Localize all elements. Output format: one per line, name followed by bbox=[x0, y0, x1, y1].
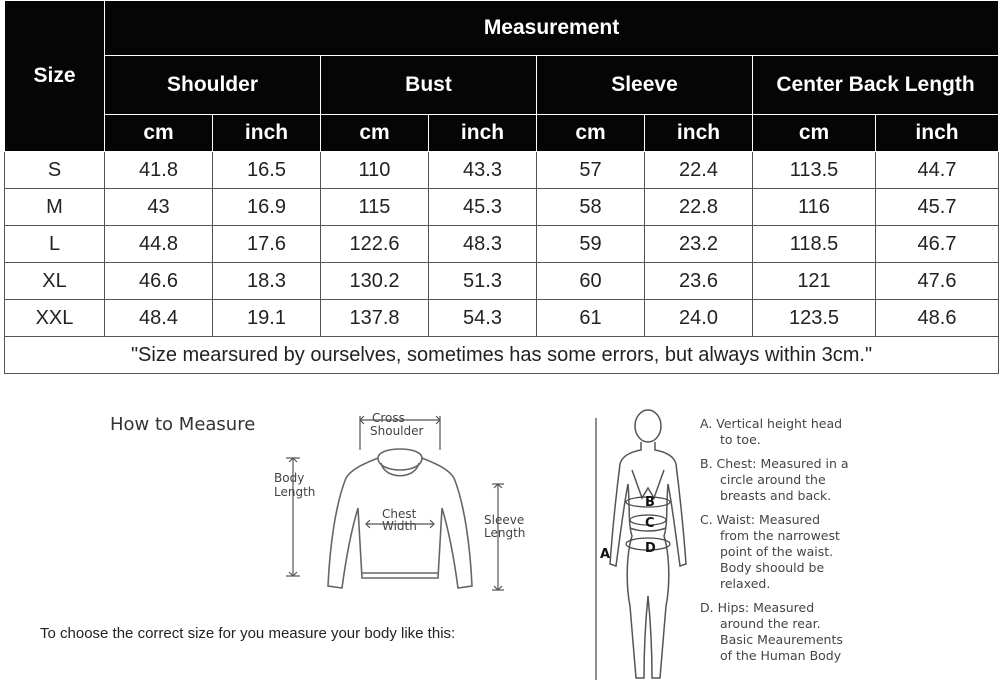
category-bust: Bust bbox=[321, 56, 537, 115]
category-shoulder: Shoulder bbox=[105, 56, 321, 115]
measurement-notes bbox=[700, 416, 890, 668]
unit-header: inch bbox=[213, 115, 321, 152]
measurement-cell: 16.5 bbox=[213, 152, 321, 189]
measurement-cell: 51.3 bbox=[429, 263, 537, 300]
measurement-cell: 130.2 bbox=[321, 263, 429, 300]
measurement-cell: 48.4 bbox=[105, 300, 213, 337]
jacket-diagram bbox=[260, 408, 560, 608]
category-sleeve: Sleeve bbox=[537, 56, 753, 115]
body-length-label: Length bbox=[274, 485, 316, 499]
measurement-cell: 41.8 bbox=[105, 152, 213, 189]
measurement-cell: 116 bbox=[753, 189, 876, 226]
measurement-cell: 113.5 bbox=[753, 152, 876, 189]
measurement-cell: 48.3 bbox=[429, 226, 537, 263]
note-d: D. Hips: Measured around the rear. Basic Meaurements of the Human Body bbox=[700, 600, 843, 663]
sleeve-length-label: Sleeve bbox=[484, 513, 525, 527]
marker-c: C bbox=[645, 516, 655, 531]
measurement-cell: 23.2 bbox=[645, 226, 753, 263]
measurement-cell: 47.6 bbox=[876, 263, 999, 300]
measurement-cell: 46.6 bbox=[105, 263, 213, 300]
measurement-cell: 57 bbox=[537, 152, 645, 189]
measurement-cell: 22.4 bbox=[645, 152, 753, 189]
table-row bbox=[5, 300, 999, 337]
table-note: "Size mearsured by ourselves, sometimes has some errors, but always within 3cm." bbox=[5, 337, 999, 374]
body-figure-diagram bbox=[590, 406, 700, 692]
measure-guide bbox=[0, 388, 1000, 692]
unit-header: cm bbox=[753, 115, 876, 152]
how-to-measure-title: How to Measure bbox=[110, 414, 256, 435]
size-cell: XL bbox=[5, 263, 105, 300]
measurement-cell: 18.3 bbox=[213, 263, 321, 300]
measurement-cell: 59 bbox=[537, 226, 645, 263]
measurement-cell: 61 bbox=[537, 300, 645, 337]
marker-d: D bbox=[645, 541, 656, 556]
unit-header: inch bbox=[645, 115, 753, 152]
measurement-header: Measurement bbox=[105, 1, 999, 56]
measurement-cell: 60 bbox=[537, 263, 645, 300]
measurement-cell: 44.7 bbox=[876, 152, 999, 189]
body-length-label: Body bbox=[274, 471, 305, 485]
measurement-cell: 121 bbox=[753, 263, 876, 300]
unit-header: inch bbox=[429, 115, 537, 152]
measurement-cell: 24.0 bbox=[645, 300, 753, 337]
measurement-cell: 58 bbox=[537, 189, 645, 226]
measurement-cell: 122.6 bbox=[321, 226, 429, 263]
measurement-cell: 43 bbox=[105, 189, 213, 226]
measurement-cell: 43.3 bbox=[429, 152, 537, 189]
cross-shoulder-label: Cross bbox=[372, 411, 405, 425]
size-cell: XXL bbox=[5, 300, 105, 337]
instruction-text: To choose the correct size for you measure your body like this: bbox=[40, 625, 456, 642]
measurement-cell: 45.3 bbox=[429, 189, 537, 226]
measurement-cell: 115 bbox=[321, 189, 429, 226]
chest-width-label: Chest bbox=[382, 507, 417, 521]
note-c: C. Waist: Measured from the narrowest point of the waist. Body shoould be relaxed. bbox=[700, 512, 840, 591]
measurement-cell: 123.5 bbox=[753, 300, 876, 337]
table-row bbox=[5, 189, 999, 226]
measurement-cell: 45.7 bbox=[876, 189, 999, 226]
size-cell: S bbox=[5, 152, 105, 189]
measurement-cell: 48.6 bbox=[876, 300, 999, 337]
measurement-cell: 23.6 bbox=[645, 263, 753, 300]
measurement-cell: 118.5 bbox=[753, 226, 876, 263]
measurement-cell: 22.8 bbox=[645, 189, 753, 226]
table-row bbox=[5, 226, 999, 263]
marker-b: B bbox=[645, 495, 655, 510]
unit-header: cm bbox=[105, 115, 213, 152]
measurement-cell: 137.8 bbox=[321, 300, 429, 337]
measurement-cell: 46.7 bbox=[876, 226, 999, 263]
size-chart-table bbox=[4, 0, 999, 374]
unit-header: cm bbox=[321, 115, 429, 152]
table-row bbox=[5, 152, 999, 189]
size-cell: L bbox=[5, 226, 105, 263]
size-cell: M bbox=[5, 189, 105, 226]
measurement-cell: 54.3 bbox=[429, 300, 537, 337]
measurement-cell: 110 bbox=[321, 152, 429, 189]
unit-header: cm bbox=[537, 115, 645, 152]
measurement-cell: 44.8 bbox=[105, 226, 213, 263]
sleeve-length-label: Length bbox=[484, 526, 526, 540]
category-center-back-length: Center Back Length bbox=[753, 56, 999, 115]
note-b: B. Chest: Measured in a circle around the breasts and back. bbox=[700, 456, 849, 503]
note-a: A. Vertical height head to toe. bbox=[700, 416, 843, 447]
measurement-cell: 17.6 bbox=[213, 226, 321, 263]
measurement-cell: 16.9 bbox=[213, 189, 321, 226]
marker-a: A bbox=[600, 547, 611, 562]
chest-width-label: Width bbox=[382, 519, 417, 533]
unit-header: inch bbox=[876, 115, 999, 152]
size-header: Size bbox=[5, 1, 105, 152]
measurement-cell: 19.1 bbox=[213, 300, 321, 337]
table-row bbox=[5, 263, 999, 300]
cross-shoulder-label: Shoulder bbox=[370, 424, 424, 438]
